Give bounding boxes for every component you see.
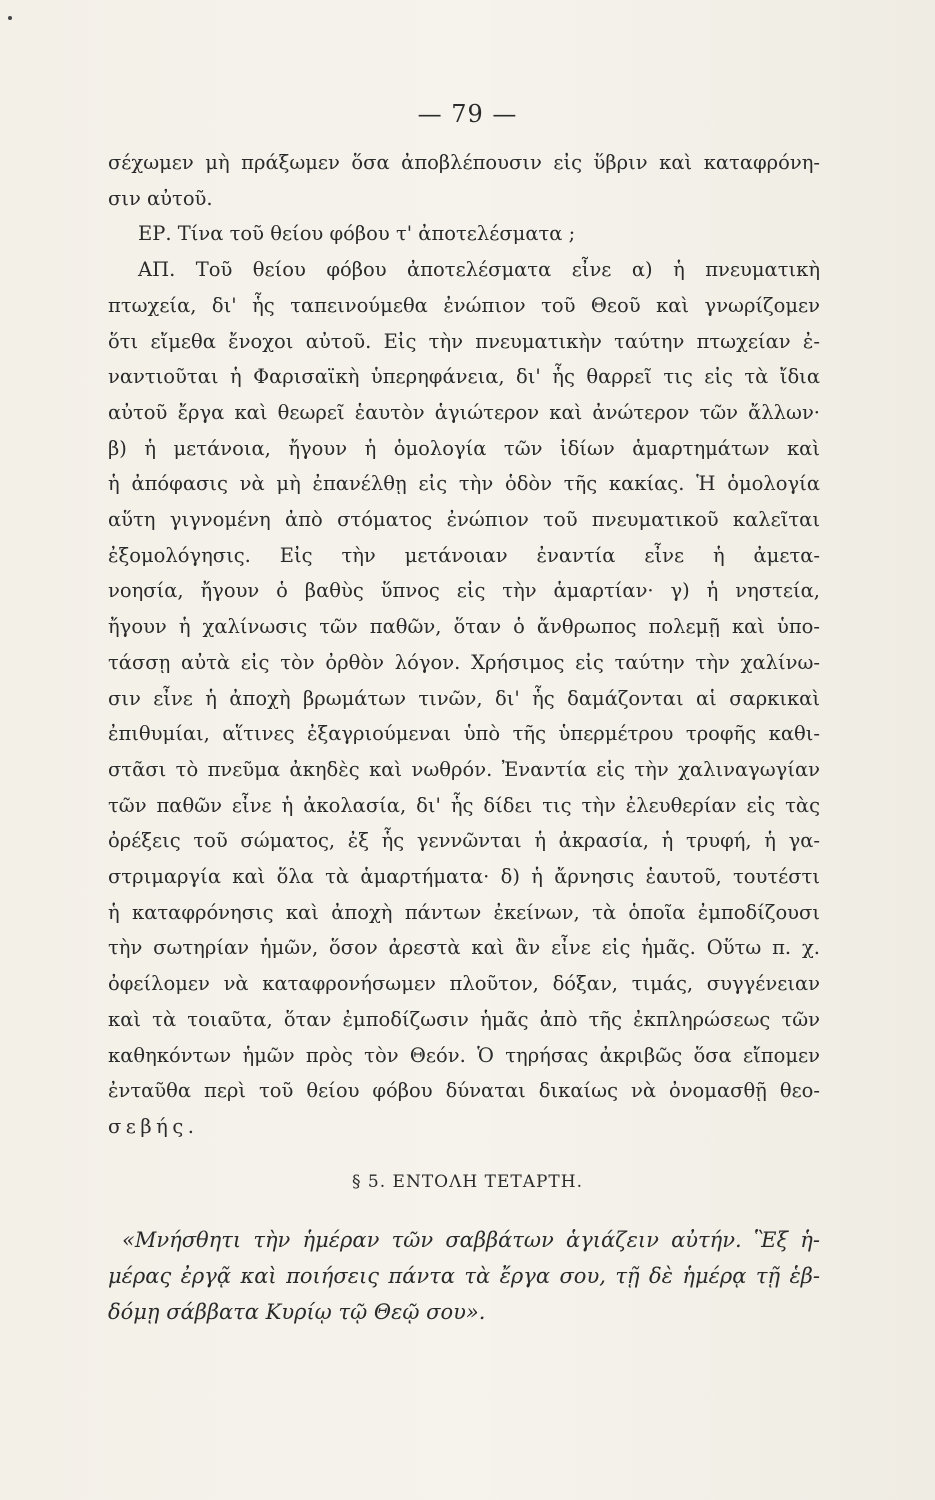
text-line: αὕτη γιγνομένη ἀπὸ στόματος ἐνώπιον τοῦ πνευματικοῦ καλεῖται — [108, 508, 820, 532]
text-line: ἤγουν ἡ χαλίνωσις τῶν παθῶν, ὅταν ὁ ἄνθρωπος πολεμῇ καὶ ὑπο- — [108, 615, 820, 639]
text-line: β) ἡ μετάνοια, ἤγουν ἡ ὁμολογία τῶν ἰδίων ἁμαρτημάτων καὶ — [108, 436, 820, 460]
text-line: ἡ ἀπόφασις νὰ μὴ ἐπανέλθῃ εἰς τὴν ὁδὸν τῆς κακίας. Ἡ ὁμολογία — [108, 472, 820, 496]
text-line: σιν αὐτοῦ. — [108, 186, 213, 210]
text-line: ἡ καταφρόνησις καὶ ἀποχὴ πάντων ἐκείνων, τὰ ὁποῖα ἐμποδίζουσι — [108, 900, 820, 924]
text-line: τάσσῃ αὐτὰ εἰς τὸν ὀρθὸν λόγον. Χρήσιμος εἰς ταύτην τὴν χαλίνω- — [108, 650, 820, 674]
quote-line: δόμῃ σάββατα Κυρίῳ τῷ Θεῷ σου». — [108, 1300, 486, 1324]
text-line: καθηκόντων ἡμῶν πρὸς τὸν Θεόν. Ὁ τηρήσας ἀκριβῶς ὅσα εἴπομεν — [108, 1043, 820, 1067]
text-line: αὐτοῦ ἔργα καὶ θεωρεῖ ἑαυτὸν ἁγιώτερον καὶ ἀνώτερον τῶν ἄλλων· — [108, 400, 820, 424]
text-line: τὴν σωτηρίαν ἡμῶν, ὅσον ἀρεστὰ καὶ ἂν εἶνε εἰς ἡμᾶς. Οὕτω π. χ. — [108, 936, 820, 960]
text-line: σεβής. — [108, 1114, 199, 1138]
text-line: σέχωμεν μὴ πράξωμεν ὅσα ἀποβλέπουσιν εἰς ὕβριν καὶ καταφρόνη- — [108, 151, 820, 174]
text-line: ὀφείλομεν νὰ καταφρονήσωμεν πλοῦτον, δόξαν, τιμάς, συγγένειαν — [108, 972, 820, 996]
scripture-quote — [108, 1222, 820, 1330]
text-line: τῶν παθῶν εἶνε ἡ ἀκολασία, δι' ἧς δίδει τις τὴν ἐλευθερίαν εἰς τὰς — [108, 793, 820, 817]
ink-speck — [8, 16, 12, 20]
text-line: ἐξομολόγησις. Εἰς τὴν μετάνοιαν ἐναντία εἶνε ἡ ἀμετα- — [108, 543, 820, 567]
quote-line: «Μνήσθητι τὴν ἡμέραν τῶν σαββάτων ἁγιάζειν αὐτήν. Ἓξ ἡ- — [122, 1228, 820, 1252]
text-line: ἐπιθυμίαι, αἵτινες ἐξαγριούμεναι ὑπὸ τῆς ὑπερμέτρου τροφῆς καθι- — [108, 722, 820, 746]
text-line: στᾶσι τὸ πνεῦμα ἀκηδὲς καὶ νωθρόν. Ἐναντία εἰς τὴν χαλιναγωγίαν — [108, 757, 820, 781]
question-line: ΕΡ. Τίνα τοῦ θείου φόβου τ' ἀποτελέσματα ; — [138, 222, 576, 246]
section-title: § 5. ΕΝΤΟΛΗ ΤΕΤΑΡΤΗ. — [352, 1172, 583, 1192]
text-line: πτωχεία, δι' ἧς ταπεινούμεθα ἐνώπιον τοῦ Θεοῦ καὶ γνωρίζομεν — [108, 293, 820, 317]
text-line: ὀρέξεις τοῦ σώματος, ἐξ ἧς γεννῶνται ἡ ἀκρασία, ἡ τρυφή, ἡ γα- — [108, 829, 820, 853]
body-text — [108, 145, 820, 1145]
answer-line: ΑΠ. Τοῦ θείου φόβου ἀποτελέσματα εἶνε α) ἡ πνευματικὴ — [138, 258, 820, 282]
text-line: νοησία, ἤγουν ὁ βαθὺς ὕπνος εἰς τὴν ἁμαρτίαν· γ) ἡ νηστεία, — [108, 579, 820, 603]
text-line: ναντιοῦται ἡ Φαρισαϊκὴ ὑπερηφάνεια, δι' ἧς θαρρεῖ τις εἰς τὰ ἴδια — [108, 365, 820, 389]
quote-line: μέρας ἐργᾷ καὶ ποιήσεις πάντα τὰ ἔργα σου, τῇ δὲ ἡμέρᾳ τῇ ἑβ- — [108, 1264, 820, 1288]
text-line: καὶ τὰ τοιαῦτα, ὅταν ἐμποδίζωσιν ἡμᾶς ἀπὸ τῆς ἐκπληρώσεως τῶν — [108, 1007, 820, 1031]
page-number: — 79 — — [417, 100, 518, 128]
text-line: σιν εἶνε ἡ ἀποχὴ βρωμάτων τινῶν, δι' ἧς δαμάζονται αἱ σαρκικαὶ — [108, 686, 820, 710]
text-line: στριμαργία καὶ ὅλα τὰ ἁμαρτήματα· δ) ἡ ἄρνησις ἑαυτοῦ, τουτέστι — [108, 865, 820, 889]
text-line: ἐνταῦθα περὶ τοῦ θείου φόβου δύναται δικαίως νὰ ὀνομασθῇ θεο- — [108, 1079, 820, 1103]
text-line: ὅτι εἴμεθα ἔνοχοι αὐτοῦ. Εἰς τὴν πνευματικὴν ταύτην πτωχείαν ἐ- — [108, 329, 820, 353]
